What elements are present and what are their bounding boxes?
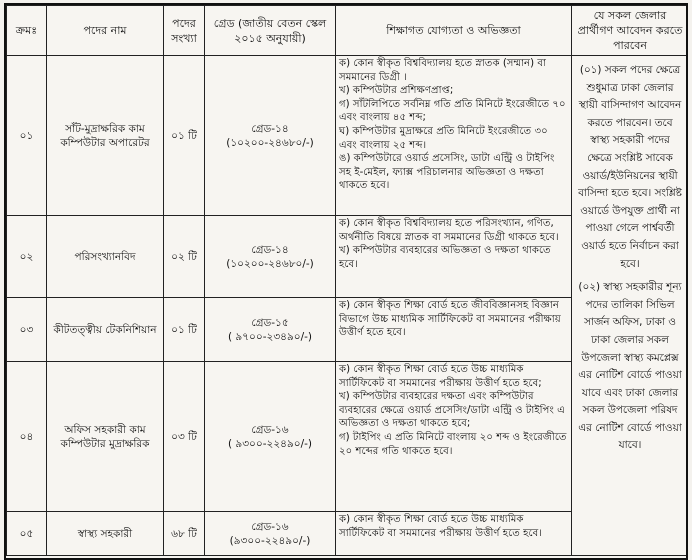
pay-scale: ( ৯৭০০-২৩৪৯০/-) (227, 330, 313, 343)
post-name-cell: সাঁট-মুদ্রাক্ষরিক কাম কম্পিউটার অপারেটর (47, 56, 164, 216)
recruitment-table (6, 5, 688, 556)
serial-cell: ০৩ (7, 298, 47, 362)
qualification-item: ক) কোন স্বীকৃত শিক্ষা বোর্ড হতে উচ্চ মাধ্যমিক সার্টিফিকেট বা সমমানের পরীক্ষায় উত্তীর্ণ হতে হবে। (339, 514, 542, 539)
qualification-item: ঘ) কম্পিউটার মুদ্রাক্ষরে প্রতি মিনিটে ইংরেজীতে ৩০ এবং বাংলায় ২৫ শব্দ। (339, 125, 548, 151)
grade-cell (205, 512, 336, 556)
grade-label: গ্রেড-১৫ (251, 316, 289, 329)
grade-label: গ্রেড-১৬ (251, 520, 289, 533)
table-row (7, 56, 689, 216)
post-count-cell: ০১ টি (164, 56, 205, 216)
header-grade: গ্রেড (জাতীয় বেতন স্কেল ২০১৫ অনুযায়ী) (205, 6, 336, 56)
recruitment-table-page (4, 3, 688, 560)
district-note: (০২) স্বাস্থ্য সহকারীর শূন্য পদের তালিকা সিভিল সার্জন অফিস, ঢাকা ও ঢাকা জেলার সকল উপজেলা স্বাস্থ্য কমপ্লেক্স এর নোটিশ বোর্ডে পাওয়া যাবে এবং ঢাকা জেলার সকল উপজেলা পরিষদ এর নোটিশ বোর্ডে পাওয়া যাবে। (578, 281, 682, 452)
serial-cell: ০১ (7, 56, 47, 216)
header-row (7, 6, 689, 56)
serial-cell: ০৫ (7, 512, 47, 556)
post-count-cell: ০২ টি (164, 216, 205, 298)
post-count-cell: ০৩ টি (164, 362, 205, 512)
post-name-cell: পরিসংখ্যানবিদ (47, 216, 164, 298)
qualification-item: খ) কম্পিউটার ব্যবহারের দক্ষতা এবং কম্পিউটার ব্যবহারের ক্ষেত্রে ওয়ার্ড প্রসেসিং/ডাটা এন্ট্রি ও টাইপিং এ অভিজ্ঞতা ও দক্ষতা থাকতে হবে; (339, 391, 565, 430)
qualification-cell (336, 362, 572, 512)
grade-label: গ্রেড-১৪ (251, 243, 289, 256)
district-note: (০১) সকল পদের ক্ষেত্রে শুধুমাত্র ঢাকা জেলার স্থায়ী বাসিন্দাগণ আবেদন করতে পারবেন। তবে স্বাস্থ্য সহকারী পদের ক্ষেত্রে সংশ্লিষ্ট সাবেক ওয়ার্ড/ইউনিয়নের স্থায়ী বাসিন্দা হতে হবে। সংশ্লিষ্ট ওয়ার্ডে উপযুক্ত প্রার্থী না পাওয়া গেলে পার্শ্ববর্তী ওয়ার্ড হতে নির্বাচন করা হবে। (578, 64, 682, 270)
pay-scale: (৯৩০০-২২৪৯০/-) (229, 534, 311, 547)
header-post-name: পদের নাম (47, 6, 164, 56)
qualification-item: ক) কোন স্বীকৃত বিশ্ববিদ্যালয় হতে স্নাতক (সম্মান) বা সমমানের ডিগ্রী । (339, 58, 546, 83)
grade-cell (205, 298, 336, 362)
qualification-cell (336, 298, 572, 362)
header-district: যে সকল জেলার প্রার্থীগণ আবেদন করতে পারবেন (572, 6, 689, 56)
qualification-item: ক) কোন স্বীকৃত শিক্ষা বোর্ড হতে উচ্চ মাধ্যমিক সার্টিফিকেট বা সমমানের পরীক্ষায় উত্তীর্ণ হতে হবে; (339, 364, 542, 389)
pay-scale: (১০২০০-২৪৬৮০/-) (226, 257, 314, 270)
serial-cell: ০৪ (7, 362, 47, 512)
qualification-item: খ) কম্পিউটার প্রশিক্ষণপ্রাপ্ত; (339, 85, 454, 97)
qualification-item: খ) কম্পিউটার ব্যবহারের অভিজ্ঞতা ও দক্ষতা থাকতে হবে। (339, 245, 551, 270)
qualification-item: ক) কোন স্বীকৃত শিক্ষা বোর্ড হতে জীববিজ্ঞানসহ বিজ্ঞান বিভাগে উচ্চ মাধ্যমিক সার্টিফিকেট বা সমমানের পরীক্ষায় উত্তীর্ণ হতে হবে। (339, 300, 561, 339)
header-serial: ক্রমঃ (7, 6, 47, 56)
header-post-count: পদের সংখ্যা (164, 6, 205, 56)
qualification-item: ক) কোন স্বীকৃত বিশ্ববিদ্যালয় হতে পরিসংখ্যান, গণিত, অর্থনীতি বিষয়ে স্নাতক বা সমমানের ডিগ্রী থাকতে হবে। (339, 218, 559, 243)
qualification-item: গ) টাইপিং এ প্রতি মিনিটে বাংলায় ২০ শব্দ ও ইংরেজীতে ২০ শব্দের গতি থাকতে হবে। (339, 431, 567, 457)
grade-label: গ্রেড-১৪ (251, 122, 289, 135)
grade-label: গ্রেড-১৬ (251, 423, 289, 436)
grade-cell (205, 362, 336, 512)
post-name-cell: স্বাস্থ্য সহকারী (47, 512, 164, 556)
qualification-item: ঙ) কম্পিউটারে ওয়ার্ড প্রসেসিং, ডাটা এন্ট্রি ও টাইপিং সহ ই-মেইল, ফ্যাক্স পরিচালনার অভিজ্ঞতা ও দক্ষতা থাকতে হবে। (339, 153, 555, 192)
post-count-cell: ০১ টি (164, 298, 205, 362)
post-name-cell: কীটতত্ত্বীয় টেকনিশিয়ান (47, 298, 164, 362)
qualification-cell (336, 512, 572, 556)
qualification-item: গ) সাঁটলিপিতে সর্বনিম্ন গতি প্রতি মিনিটে ইংরেজীতে ৭০ এবং বাংলায় ৪৫ শব্দ; (339, 98, 566, 124)
pay-scale: (১০২০০-২৪৬৮০/-) (226, 136, 314, 149)
post-name-cell: অফিস সহকারী কাম কম্পিউটার মুদ্রাক্ষরিক (47, 362, 164, 512)
grade-cell (205, 56, 336, 216)
grade-cell (205, 216, 336, 298)
serial-cell: ০২ (7, 216, 47, 298)
qualification-cell (336, 216, 572, 298)
qualification-cell (336, 56, 572, 216)
header-qualification: শিক্ষাগত যোগ্যতা ও অভিজ্ঞতা (336, 6, 572, 56)
post-count-cell: ৬৮ টি (164, 512, 205, 556)
district-eligibility-cell (572, 56, 689, 556)
pay-scale: ( ৯৩০০-২২৪৯০/-) (227, 437, 313, 450)
